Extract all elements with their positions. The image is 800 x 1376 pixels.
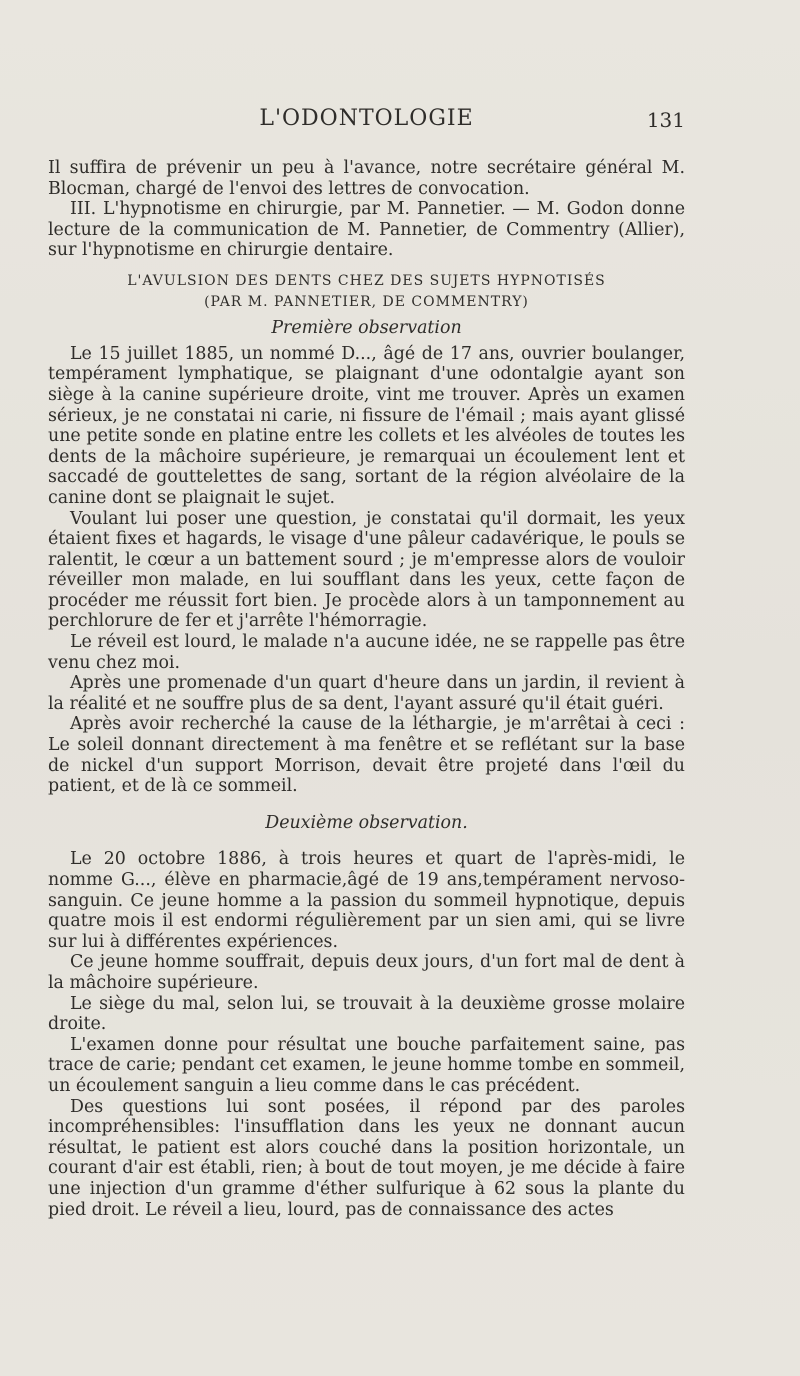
observation-1-paragraph: Le 15 juillet 1885, un nommé D..., âgé de 17 ans, ouvrier boulanger, tempérament lymphatique, se plaignant d'une odontalgie ayant son siège à la canine supérieure droite, vint me trouver. Après un examen sérieux, je ne constatai ni carie, ni fissure de l'émail ; mais ayant glissé une petite sonde en platine entre les collets et les alvéoles de toutes les dents de la mâchoire supérieure, je remarquai un écoulement lent et saccadé de gouttelettes de sang, sortant de la région alvéolaire de la canine dont se plaignait le sujet. — [48, 343, 685, 508]
running-title: L'ODONTOLOGIE — [259, 106, 474, 131]
observation-2-paragraph: Ce jeune homme souffrait, depuis deux jours, d'un fort mal de dent à la mâchoire supérieure. — [48, 952, 685, 993]
page-header — [48, 106, 685, 136]
intro-paragraph-2: III. L'hypnotisme en chirurgie, par M. Pannetier. — M. Godon donne lecture de la communication de M. Pannetier, de Commentry (Allier), sur l'hypnotisme en chirurgie dentaire. — [48, 199, 685, 261]
section-title — [48, 271, 685, 312]
page-number: 131 — [646, 108, 685, 132]
observation-2-heading: Deuxième observation. — [265, 812, 468, 833]
observation-1-paragraph: Le réveil est lourd, le malade n'a aucune idée, ne se rappelle pas être venu chez moi. — [48, 632, 685, 673]
section-title-line-1: L'AVULSION DES DENTS CHEZ DES SUJETS HYPNOTISÉS — [127, 272, 606, 289]
intro-paragraph-1: Il suffira de prévenir un peu à l'avance, notre secrétaire général M. Blocman, chargé de l'envoi des lettres de convocation. — [48, 158, 685, 199]
observation-1-paragraph: Après avoir recherché la cause de la léthargie, je m'arrêtai à ceci : Le soleil donnant directement à ma fenêtre et se reflétant sur la base de nickel d'un support Morrison, devait être projeté dans l'œil du patient, et de là ce sommeil. — [48, 714, 685, 797]
observation-1-heading: Première observation — [271, 318, 462, 339]
observation-2-paragraph: Des questions lui sont posées, il répond par des paroles incompréhensibles: l'insufflation dans les yeux ne donnant aucun résultat, le patient est alors couché dans la position horizontale, un courant d'air est établi, rien; à bout de tout moyen, je me décide à faire une injection d'un gramme d'éther sulfurique à 62 sous la plante du pied droit. Le réveil a lieu, lourd, pas de connaissance des actes — [48, 1096, 685, 1220]
observation-1-paragraph: Voulant lui poser une question, je constatai qu'il dormait, les yeux étaient fixes et hagards, le visage d'une pâleur cadavérique, le pouls se ralentit, le cœur a un battement sourd ; je m'empresse alors de vouloir réveiller mon malade, en lui soufflant dans les yeux, cette façon de procéder me réussit fort bien. Je procède alors à un tamponnement au perchlorure de fer et j'arrête l'hémorragie. — [48, 508, 685, 632]
observation-2-paragraph: Le siège du mal, selon lui, se trouvait à la deuxième grosse molaire droite. — [48, 993, 685, 1035]
observation-2-paragraph: L'examen donne pour résultat une bouche parfaitement saine, pas trace de carie; pendant cet examen, le jeune homme tombe en sommeil, un écoulement sanguin a lieu comme dans le cas précédent. — [48, 1034, 685, 1096]
section-title-line-2: (PAR M. PANNETIER, DE COMMENTRY) — [204, 293, 529, 310]
observation-2-paragraph: Le 20 octobre 1886, à trois heures et quart de l'après-midi, le nomme G..., élève en pharmacie,âgé de 19 ans,tempérament nervoso-sanguin. Ce jeune homme a la passion du sommeil hypnotique, depuis quatre mois il est endormi régulièrement par un sien ami, qui se livre sur lui à différentes expériences. — [48, 849, 685, 952]
observation-1-paragraph: Après une promenade d'un quart d'heure dans un jardin, il revient à la réalité et ne souffre plus de sa dent, l'ayant assuré qu'il était guéri. — [48, 673, 685, 714]
page-body — [48, 158, 685, 1220]
